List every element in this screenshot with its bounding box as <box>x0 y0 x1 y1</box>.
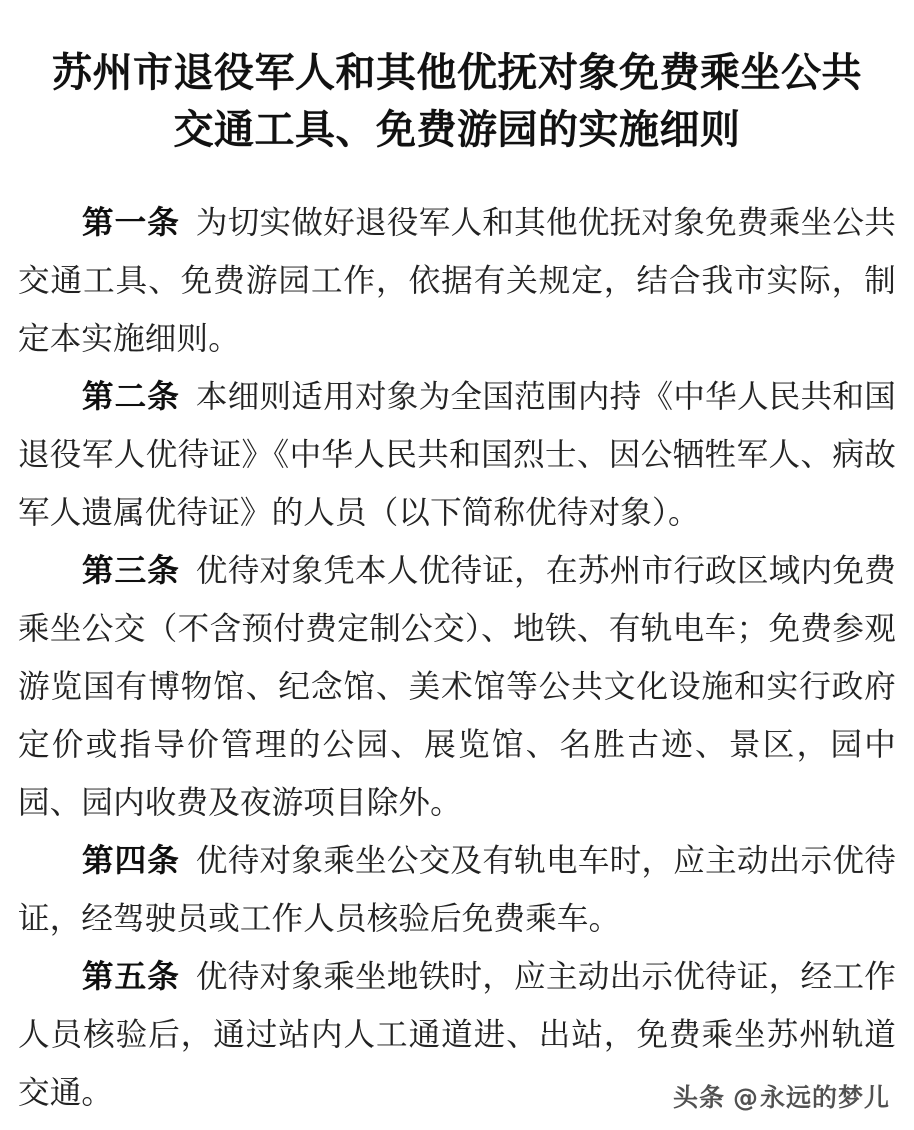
article-3 <box>18 542 896 832</box>
article-4-label: 第四条 <box>82 842 180 879</box>
article-2-label: 第二条 <box>82 378 180 415</box>
article-5-text: 优待对象乘坐地铁时，应主动出示优待证，经工作人员核验后，通过站内人工通道进、出站，免费乘坐苏州轨道交通。 <box>18 959 896 1111</box>
watermark <box>673 1082 890 1114</box>
page-title-line-2: 交通工具、免费游园的实施细则 <box>173 106 741 153</box>
article-1-text: 为切实做好退役军人和其他优抚对象免费乘坐公共交通工具、免费游园工作，依据有关规定，结合我市实际，制定本实施细则。 <box>18 205 896 357</box>
page-title <box>18 0 896 158</box>
document-body <box>18 194 896 1122</box>
article-1-label: 第一条 <box>82 204 180 241</box>
article-3-label: 第三条 <box>82 552 180 589</box>
watermark-account: 永远的梦儿 <box>759 1083 890 1112</box>
watermark-brand: 头条 <box>672 1083 725 1112</box>
article-1 <box>18 194 896 368</box>
article-4 <box>18 832 896 948</box>
article-3-text: 优待对象凭本人优待证，在苏州市行政区域内免费乘坐公交（不含预付费定制公交）、地铁、有轨电车；免费参观游览国有博物馆、纪念馆、美术馆等公共文化设施和实行政府定价或指导价管理的公园、展览馆、名胜古迹、景区，园中园、园内收费及夜游项目除外。 <box>18 553 896 821</box>
article-5-label: 第五条 <box>82 958 180 995</box>
article-2 <box>18 368 896 542</box>
watermark-at-symbol: @ <box>732 1083 759 1112</box>
article-2-text: 本细则适用对象为全国范围内持《中华人民共和国退役军人优待证》《中华人民共和国烈士、因公牺牲军人、病故军人遗属优待证》的人员（以下简称优待对象）。 <box>18 379 896 531</box>
article-4-text: 优待对象乘坐公交及有轨电车时，应主动出示优待证，经驾驶员或工作人员核验后免费乘车。 <box>18 843 896 937</box>
page-title-line-1: 苏州市退役军人和其他优抚对象免费乘坐公共 <box>52 49 862 96</box>
